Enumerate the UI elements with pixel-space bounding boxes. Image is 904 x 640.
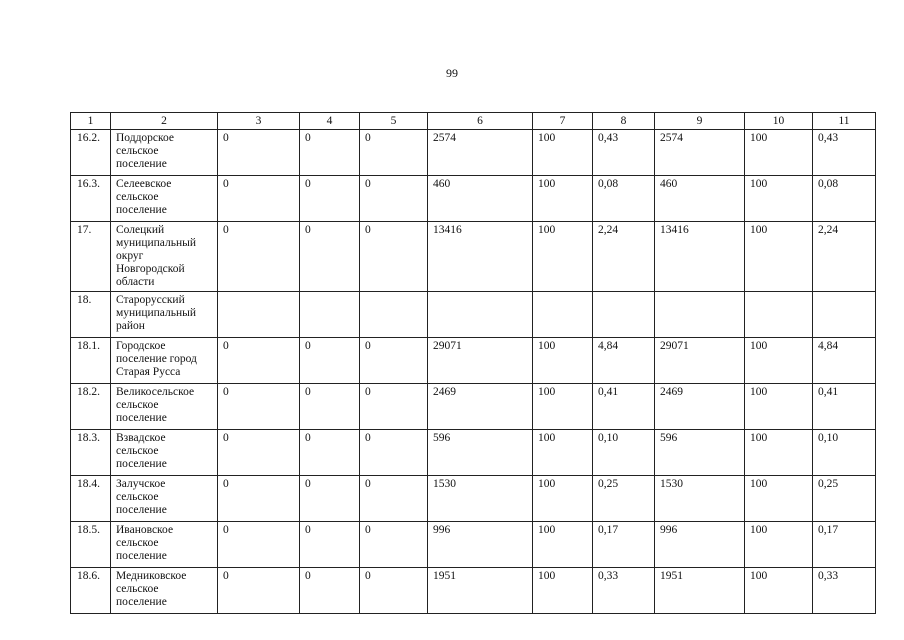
value-cell-col-8: 0,33: [593, 568, 655, 614]
territory-name-cell: [111, 476, 218, 522]
row-number-cell: 18.: [71, 292, 111, 338]
territory-name-line: поселение: [116, 504, 167, 516]
value-cell-col-10: 100: [745, 568, 813, 614]
territory-name-line: Великосельское: [116, 386, 195, 398]
territory-name-line: сельское: [116, 445, 159, 457]
territory-name-line: район: [116, 320, 145, 332]
value-cell-col-11: 0,10: [813, 430, 876, 476]
table-body: [71, 130, 876, 614]
value-cell-col-9: 13416: [655, 222, 745, 292]
value-cell-col-6: 13416: [428, 222, 533, 292]
value-cell-col-3: 0: [218, 384, 300, 430]
territory-name-line: сельское: [116, 537, 159, 549]
territory-name-cell: [111, 176, 218, 222]
value-cell-col-10: 100: [745, 522, 813, 568]
value-cell-col-9: 996: [655, 522, 745, 568]
value-cell-col-9: 2574: [655, 130, 745, 176]
value-cell-col-11: 0,25: [813, 476, 876, 522]
value-cell-col-10: [745, 292, 813, 338]
row-number-cell: 18.1.: [71, 338, 111, 384]
value-cell-col-9: 1951: [655, 568, 745, 614]
territory-name-line: Селеевское: [116, 178, 172, 190]
column-header-5: 5: [360, 113, 428, 130]
value-cell-col-7: 100: [533, 338, 593, 384]
value-cell-col-3: [218, 292, 300, 338]
value-cell-col-11: 0,33: [813, 568, 876, 614]
row-number-cell: 16.2.: [71, 130, 111, 176]
table-row: [71, 222, 876, 292]
value-cell-col-8: 0,25: [593, 476, 655, 522]
value-cell-col-7: [533, 292, 593, 338]
row-number-cell: 17.: [71, 222, 111, 292]
value-cell-col-7: 100: [533, 476, 593, 522]
page-number: 99: [446, 66, 458, 80]
value-cell-col-11: [813, 292, 876, 338]
territory-name-line: сельское: [116, 191, 159, 203]
territory-name-line: Городское: [116, 340, 166, 352]
value-cell-col-5: 0: [360, 430, 428, 476]
column-header-8: 8: [593, 113, 655, 130]
value-cell-col-4: 0: [300, 384, 360, 430]
row-number-cell: 18.6.: [71, 568, 111, 614]
territory-name-line: Взвадское: [116, 432, 166, 444]
value-cell-col-4: 0: [300, 430, 360, 476]
territory-name-cell: [111, 430, 218, 476]
territory-name-line: округ: [116, 250, 144, 262]
territory-name-cell: [111, 292, 218, 338]
value-cell-col-9: 596: [655, 430, 745, 476]
value-cell-col-3: 0: [218, 568, 300, 614]
column-header-2: 2: [111, 113, 218, 130]
territory-name-line: Новгородской: [116, 263, 185, 275]
value-cell-col-4: 0: [300, 176, 360, 222]
row-number-cell: 18.5.: [71, 522, 111, 568]
value-cell-col-7: 100: [533, 176, 593, 222]
value-cell-col-9: 460: [655, 176, 745, 222]
value-cell-col-3: 0: [218, 522, 300, 568]
value-cell-col-8: 0,10: [593, 430, 655, 476]
territory-name-line: Старая Русса: [116, 366, 181, 378]
territory-name-line: муниципальный: [116, 237, 197, 249]
value-cell-col-8: 0,08: [593, 176, 655, 222]
territory-name-line: поселение: [116, 204, 167, 216]
value-cell-col-6: 460: [428, 176, 533, 222]
value-cell-col-6: 2574: [428, 130, 533, 176]
value-cell-col-10: 100: [745, 130, 813, 176]
value-cell-col-9: 29071: [655, 338, 745, 384]
value-cell-col-10: 100: [745, 222, 813, 292]
territory-name-line: Ивановское: [116, 524, 174, 536]
value-cell-col-11: 0,41: [813, 384, 876, 430]
value-cell-col-3: 0: [218, 176, 300, 222]
value-cell-col-8: [593, 292, 655, 338]
value-cell-col-4: 0: [300, 130, 360, 176]
row-number-cell: 18.4.: [71, 476, 111, 522]
territory-name-line: Старорусский: [116, 294, 185, 306]
column-header-10: 10: [745, 113, 813, 130]
column-header-7: 7: [533, 113, 593, 130]
table-row: [71, 476, 876, 522]
value-cell-col-5: 0: [360, 222, 428, 292]
value-cell-col-9: [655, 292, 745, 338]
territory-name-line: поселение: [116, 412, 167, 424]
value-cell-col-11: 0,08: [813, 176, 876, 222]
table-row: [71, 176, 876, 222]
value-cell-col-8: 0,43: [593, 130, 655, 176]
territory-name-cell: [111, 384, 218, 430]
column-header-1: 1: [71, 113, 111, 130]
territory-name-cell: [111, 522, 218, 568]
value-cell-col-6: 1530: [428, 476, 533, 522]
column-header-11: 11: [813, 113, 876, 130]
value-cell-col-6: [428, 292, 533, 338]
value-cell-col-6: 1951: [428, 568, 533, 614]
territory-name-line: Медниковское: [116, 570, 187, 582]
value-cell-col-10: 100: [745, 384, 813, 430]
territory-name-line: муниципальный: [116, 307, 197, 319]
value-cell-col-9: 1530: [655, 476, 745, 522]
value-cell-col-10: 100: [745, 338, 813, 384]
value-cell-col-7: 100: [533, 384, 593, 430]
value-cell-col-6: 596: [428, 430, 533, 476]
value-cell-col-5: 0: [360, 568, 428, 614]
territory-name-line: сельское: [116, 145, 159, 157]
value-cell-col-11: 4,84: [813, 338, 876, 384]
territory-name-line: поселение: [116, 158, 167, 170]
territory-name-line: поселение: [116, 596, 167, 608]
value-cell-col-6: 996: [428, 522, 533, 568]
row-number-cell: 18.3.: [71, 430, 111, 476]
territory-name-line: сельское: [116, 399, 159, 411]
territory-name-line: Залучское: [116, 478, 166, 490]
value-cell-col-6: 29071: [428, 338, 533, 384]
value-cell-col-3: 0: [218, 222, 300, 292]
value-cell-col-10: 100: [745, 176, 813, 222]
value-cell-col-8: 2,24: [593, 222, 655, 292]
territory-name-line: Солецкий: [116, 224, 165, 236]
territory-name-line: поселение: [116, 550, 167, 562]
column-header-6: 6: [428, 113, 533, 130]
territory-name-line: области: [116, 276, 155, 288]
table-row: [71, 430, 876, 476]
value-cell-col-7: 100: [533, 130, 593, 176]
territory-name-cell: [111, 130, 218, 176]
table-row: [71, 130, 876, 176]
value-cell-col-4: 0: [300, 476, 360, 522]
value-cell-col-5: 0: [360, 130, 428, 176]
data-table: [70, 112, 876, 614]
value-cell-col-3: 0: [218, 430, 300, 476]
territory-name-line: Поддорское: [116, 132, 175, 144]
column-header-4: 4: [300, 113, 360, 130]
value-cell-col-5: 0: [360, 176, 428, 222]
column-header-3: 3: [218, 113, 300, 130]
table-row: [71, 568, 876, 614]
table-row: [71, 522, 876, 568]
value-cell-col-5: 0: [360, 338, 428, 384]
value-cell-col-7: 100: [533, 522, 593, 568]
value-cell-col-4: 0: [300, 338, 360, 384]
territory-name-line: поселение: [116, 458, 167, 470]
row-number-cell: 18.2.: [71, 384, 111, 430]
value-cell-col-5: 0: [360, 384, 428, 430]
territory-name-cell: [111, 568, 218, 614]
value-cell-col-8: 0,41: [593, 384, 655, 430]
value-cell-col-5: 0: [360, 522, 428, 568]
value-cell-col-10: 100: [745, 476, 813, 522]
value-cell-col-9: 2469: [655, 384, 745, 430]
value-cell-col-8: 4,84: [593, 338, 655, 384]
value-cell-col-5: [360, 292, 428, 338]
value-cell-col-4: 0: [300, 222, 360, 292]
territory-name-line: сельское: [116, 491, 159, 503]
value-cell-col-4: 0: [300, 522, 360, 568]
value-cell-col-7: 100: [533, 430, 593, 476]
territory-name-line: сельское: [116, 583, 159, 595]
table-row: [71, 384, 876, 430]
value-cell-col-7: 100: [533, 222, 593, 292]
table-header-row: [71, 113, 876, 130]
value-cell-col-8: 0,17: [593, 522, 655, 568]
table-row: [71, 338, 876, 384]
value-cell-col-4: [300, 292, 360, 338]
value-cell-col-5: 0: [360, 476, 428, 522]
value-cell-col-11: 0,43: [813, 130, 876, 176]
value-cell-col-6: 2469: [428, 384, 533, 430]
value-cell-col-10: 100: [745, 430, 813, 476]
table-row: [71, 292, 876, 338]
territory-name-cell: [111, 338, 218, 384]
territory-name-cell: [111, 222, 218, 292]
value-cell-col-3: 0: [218, 476, 300, 522]
value-cell-col-3: 0: [218, 338, 300, 384]
value-cell-col-11: 0,17: [813, 522, 876, 568]
column-header-9: 9: [655, 113, 745, 130]
value-cell-col-11: 2,24: [813, 222, 876, 292]
value-cell-col-3: 0: [218, 130, 300, 176]
row-number-cell: 16.3.: [71, 176, 111, 222]
territory-name-line: поселение город: [116, 353, 197, 365]
value-cell-col-7: 100: [533, 568, 593, 614]
value-cell-col-4: 0: [300, 568, 360, 614]
